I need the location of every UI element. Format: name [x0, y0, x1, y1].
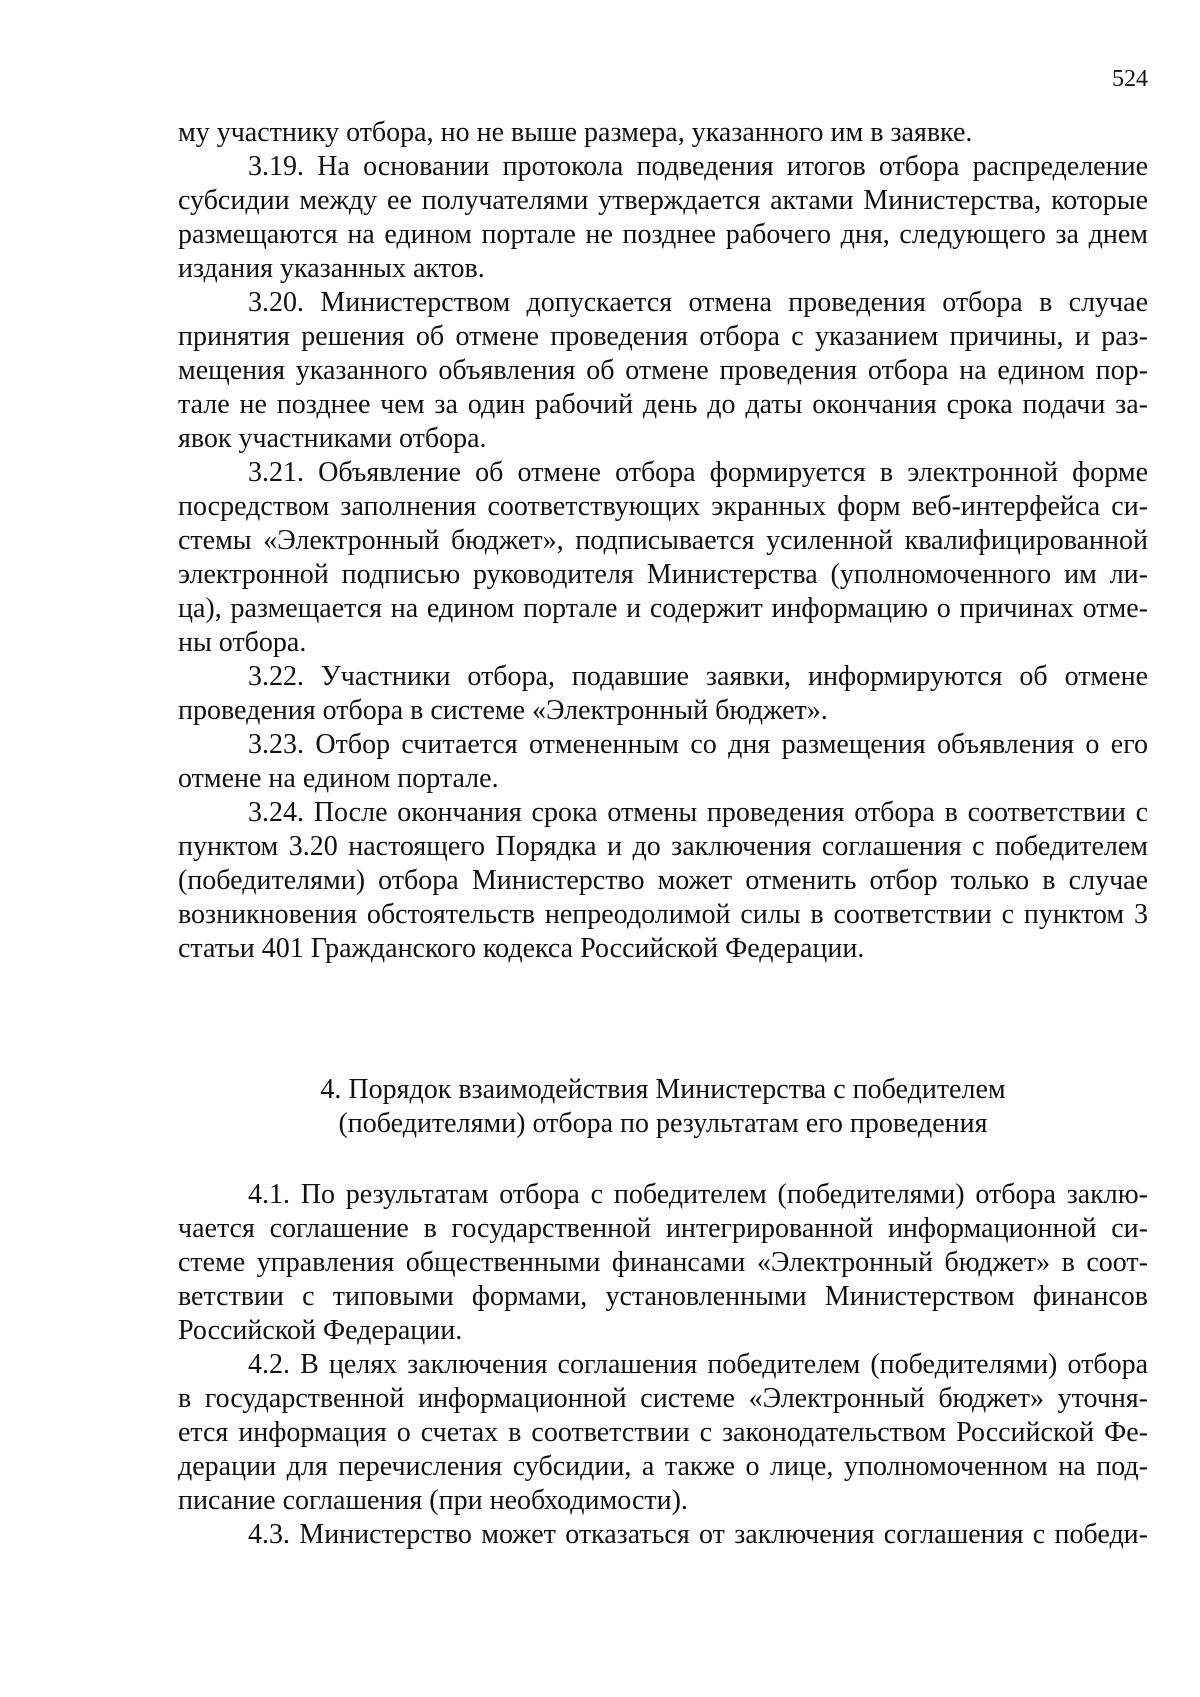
paragraph-line: посредством заполнения соответствующих экранных форм веб-интерфейса си- [178, 491, 1148, 522]
paragraph-line: 4.2. В целях заключения соглашения победителем (победителями) отбора [248, 1349, 1148, 1380]
page-number: 524 [1112, 66, 1148, 92]
paragraph-line: субсидии между ее получателями утверждается актами Министерства, которые [178, 185, 1148, 216]
paragraph-line: дерации для перечисления субсидии, а также о лице, уполномоченном на под- [178, 1451, 1148, 1482]
paragraph-line: электронной подписью руководителя Министерства (уполномоченного им ли- [178, 559, 1148, 590]
section-heading-line-1: 4. Порядок взаимодействия Министерства с победителем [320, 1074, 1006, 1105]
paragraph-line: писание соглашения (при необходимости). [178, 1485, 688, 1516]
paragraph-line: пунктом 3.20 настоящего Порядка и до заключения соглашения с победителем [178, 831, 1148, 862]
body-text-bottom [178, 1178, 1148, 1552]
paragraph-line: 4.1. По результатам отбора с победителем (победителями) отбора заклю- [248, 1179, 1148, 1210]
paragraph-line: в государственной информационной системе «Электронный бюджет» уточня- [178, 1383, 1148, 1414]
body-text-top [178, 116, 1148, 966]
paragraph-line: 3.20. Министерством допускается отмена проведения отбора в случае [248, 287, 1148, 318]
paragraph-line: ется информация о счетах в соответствии с законодательством Российской Фе- [178, 1417, 1148, 1448]
paragraph-line: отмене на едином портале. [178, 763, 499, 794]
paragraph-line: ца), размещается на едином портале и содержит информацию о причинах отме- [178, 593, 1148, 624]
paragraph-line: 4.3. Министерство может отказаться от заключения соглашения с победи- [248, 1519, 1148, 1550]
paragraph-line: 3.19. На основании протокола подведения итогов отбора распределение [248, 151, 1148, 182]
paragraph-line: чается соглашение в государственной интегрированной информационной си- [178, 1213, 1148, 1244]
paragraph-line: стемы «Электронный бюджет», подписывается усиленной квалифицированной [178, 525, 1148, 556]
section-heading [178, 1073, 1148, 1141]
paragraph-line: 3.21. Объявление об отмене отбора формируется в электронной форме [248, 457, 1148, 488]
paragraph-line: Российской Федерации. [178, 1315, 463, 1346]
paragraph-line: ветствии с типовыми формами, установленными Министерством финансов [178, 1281, 1148, 1312]
paragraph-line: статьи 401 Гражданского кодекса Российской Федерации. [178, 933, 865, 964]
paragraph-line: размещаются на едином портале не позднее рабочего дня, следующего за днем [178, 219, 1148, 250]
paragraph-line: 3.24. После окончания срока отмены проведения отбора в соответствии с [248, 797, 1148, 828]
paragraph-line: мещения указанного объявления об отмене проведения отбора на едином пор- [178, 355, 1148, 386]
paragraph-line: тале не позднее чем за один рабочий день до даты окончания срока подачи за- [178, 389, 1148, 420]
paragraph-line: проведения отбора в системе «Электронный бюджет». [178, 695, 828, 726]
paragraph-line: издания указанных актов. [178, 253, 485, 284]
paragraph-line: возникновения обстоятельств непреодолимой силы в соответствии с пунктом 3 [178, 899, 1148, 930]
paragraph-line: 3.22. Участники отбора, подавшие заявки, информируются об отмене [248, 661, 1148, 692]
paragraph-line: 3.23. Отбор считается отмененным со дня размещения объявления о его [248, 729, 1148, 760]
paragraph-line: принятия решения об отмене проведения отбора с указанием причины, и раз- [178, 321, 1148, 352]
paragraph-line: явок участниками отбора. [178, 423, 487, 454]
paragraph-line: стеме управления общественными финансами «Электронный бюджет» в соот- [178, 1247, 1148, 1278]
section-heading-line-2: (победителями) отбора по результатам его проведения [338, 1108, 988, 1139]
paragraph-line: ны отбора. [178, 627, 307, 658]
paragraph-line: му участнику отбора, но не выше размера, указанного им в заявке. [178, 117, 973, 148]
paragraph-line: (победителями) отбора Министерство может отменить отбор только в случае [178, 865, 1148, 896]
